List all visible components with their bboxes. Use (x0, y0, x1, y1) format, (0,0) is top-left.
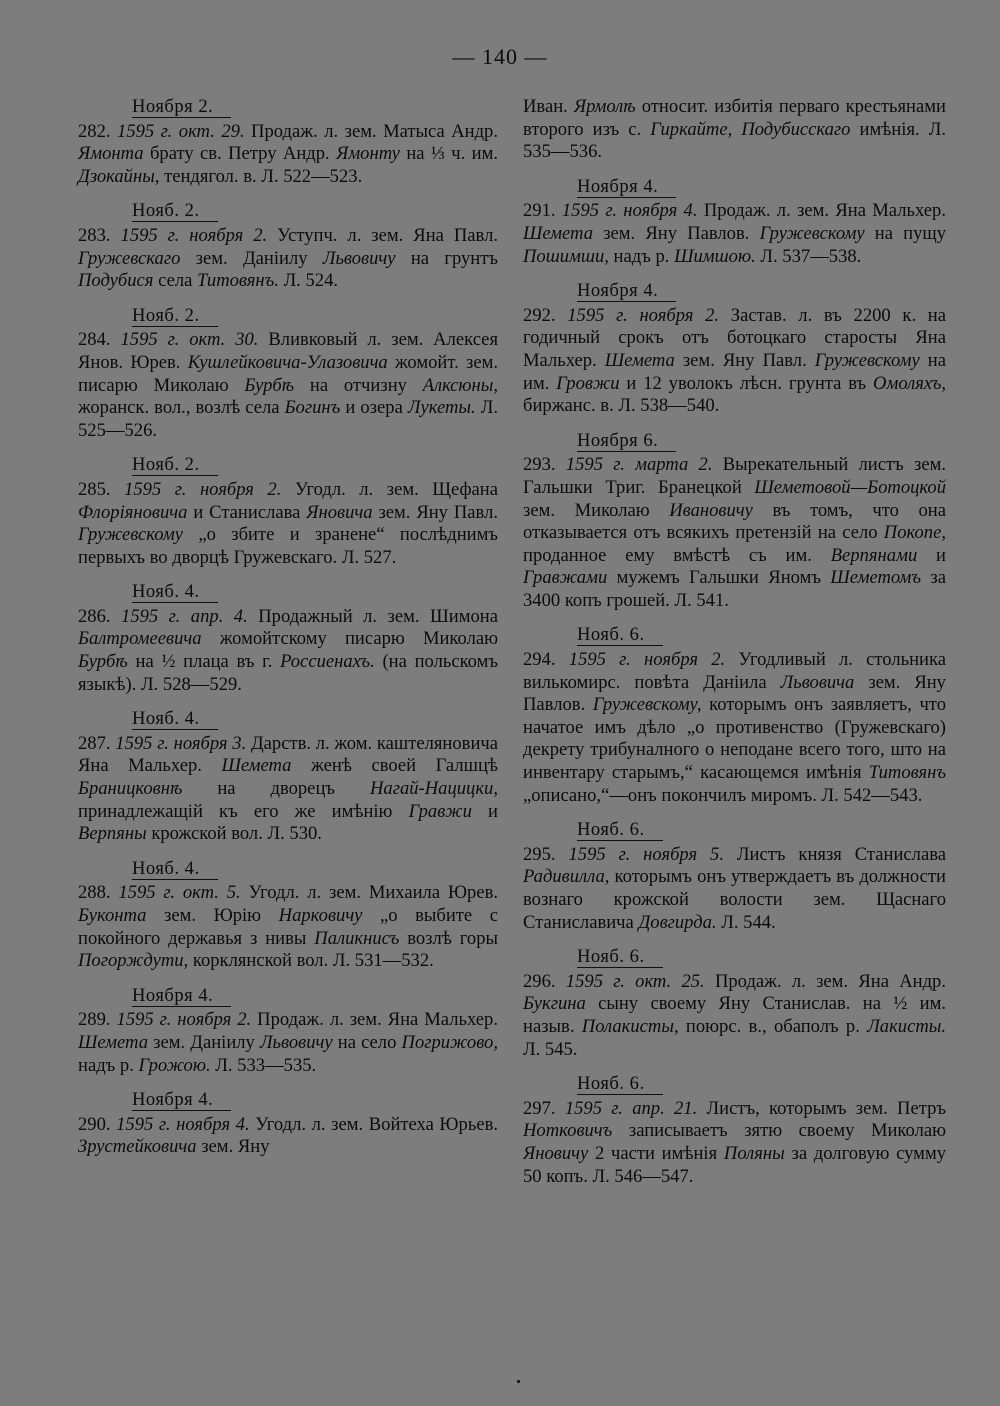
text-run: въ томъ, что она отказывается отъ всякихъ претензій на село (523, 499, 947, 544)
italic-text: Полакисты, (581, 1015, 679, 1037)
text-run: зем. Яну Павлов. (593, 222, 760, 244)
italic-text: Алксюны, (422, 374, 498, 396)
text-run: и озера (340, 397, 408, 419)
entry-date-heading: Нояб. 4. (132, 858, 218, 880)
italic-text: Ивановичу (669, 499, 753, 521)
register-entry (78, 708, 498, 846)
italic-text: Лукеты. (407, 397, 476, 419)
text-run: „о выбите с покойного державья з нивы (78, 905, 498, 949)
text-run: 292. (523, 304, 568, 326)
text-run: на ⅓ ч. им. (399, 143, 499, 165)
text-run: Продажный л. зем. Шимона (247, 605, 499, 627)
italic-text: Подубисскаго (741, 118, 851, 140)
entry-text (523, 200, 946, 268)
text-run: имѣнія. Л. 535—536. (523, 118, 946, 163)
italic-text: 1595 г. окт. 25. (565, 970, 705, 992)
italic-text: 1595 г. ноября 5. (568, 843, 724, 865)
text-run: 294. (523, 649, 569, 671)
text-run: принадлежащій къ его же имѣнію (78, 800, 409, 822)
italic-text: Верпянами (830, 544, 918, 566)
italic-text: Шемета (78, 1031, 149, 1053)
entry-text (523, 649, 946, 807)
text-run: женѣ своей Галшцѣ (291, 755, 498, 777)
italic-text: Кушлейковича-Улазовича (187, 351, 388, 373)
entry-date-heading: Ноября 4. (577, 176, 676, 198)
italic-text: Ямонту (336, 143, 400, 165)
text-run: зем. Даніилу (148, 1031, 260, 1053)
italic-text: Титовянъ. (197, 270, 279, 292)
right-column (523, 96, 946, 1200)
text-run: брату св. Петру Андр. (143, 143, 337, 165)
text-run: „о збите и зранене“ послѣднимъ первыхъ во дворцѣ Гружевскаго. Л. 527. (78, 524, 498, 568)
text-run: корклянской вол. Л. 531—532. (188, 950, 434, 972)
italic-text: Шеметомъ (830, 567, 921, 589)
text-run: 286. (78, 605, 122, 627)
text-run: Листъ, которымъ зем. Петръ (697, 1097, 947, 1119)
text-run: проданное ему вмѣстѣ съ им. (523, 544, 831, 566)
italic-text: Яновичу (523, 1142, 589, 1164)
text-run: на пущу (864, 222, 946, 244)
text-run: Угодливый л. стольника вилькомирс. повѣта Даніила (523, 649, 946, 693)
italic-text: Покопе, (883, 522, 946, 544)
text-run: 282. (78, 120, 118, 142)
text-run: 296. (523, 970, 566, 992)
italic-text: Гровжи (556, 372, 620, 394)
text-run: на дворецъ (182, 778, 370, 800)
text-run: 284. (78, 329, 121, 351)
entry-text (523, 454, 946, 612)
entry-date-heading: Нояб. 6. (577, 946, 663, 968)
entry-date-heading: Нояб. 6. (577, 819, 663, 841)
text-run: „описано,“—онъ покончилъ миромъ. Л. 542—543. (523, 784, 923, 806)
italic-text: Гружевскаго (78, 247, 181, 269)
register-entry (78, 858, 498, 973)
text-run: которымъ онъ утверждаетъ въ должности вознаго крожской волости зем. Щаснаго Станиславича (523, 866, 946, 933)
entry-text (523, 844, 946, 934)
register-entry (523, 946, 946, 1061)
entry-date-heading: Нояб. 2. (132, 305, 218, 327)
italic-text: 1595 г. ноября 3. (115, 732, 247, 754)
italic-text: Львовичу (322, 247, 396, 269)
italic-text: Довгирда. (638, 911, 717, 933)
italic-text: Букгина (523, 993, 586, 1015)
entry-text (523, 971, 946, 1061)
italic-text: Погрижово, (401, 1031, 498, 1053)
italic-text: Пошимши, (523, 245, 609, 267)
italic-text: Омоляхъ, (873, 372, 947, 394)
entry-text (78, 121, 498, 189)
entry-date-heading: Нояб. 4. (132, 708, 218, 730)
text-run: (на польскомъ языкѣ). Л. 528—529. (78, 651, 498, 695)
text-run: на село (332, 1031, 402, 1053)
italic-text: 1595 г. окт. 29. (117, 120, 245, 142)
italic-text: Нарковичу (278, 905, 363, 926)
entry-date-heading: Нояб. 2. (132, 200, 218, 222)
left-column (78, 96, 498, 1171)
italic-text: Поляны (723, 1142, 785, 1164)
text-run: Л. 533—535. (210, 1054, 317, 1076)
entry-date-heading: Нояб. 2. (132, 454, 218, 476)
text-run: 283. (78, 224, 121, 246)
text-run: и 12 уволокъ лѣсн. грунта въ (619, 372, 874, 394)
italic-text: Яновича (306, 501, 373, 523)
text-run: Листъ князя Станислава (724, 843, 946, 865)
text-run: Л. 537—538. (755, 245, 862, 267)
italic-text: Подубися (78, 270, 154, 292)
italic-text: Титовянъ (868, 762, 946, 784)
entry-date-heading: Нояб. 6. (577, 1073, 663, 1095)
text-run: на грунтъ (395, 247, 498, 269)
register-entry (78, 581, 498, 696)
text-run: 297. (523, 1097, 565, 1119)
text-run: 2 части имѣнія (588, 1142, 724, 1164)
text-run: на отчизну (294, 374, 423, 396)
text-run: жомойтскому писарю Миколаю (201, 628, 498, 650)
italic-text: Россиенахъ. (280, 651, 375, 673)
text-run: и (471, 800, 498, 822)
entry-date-heading: Нояб. 4. (132, 581, 218, 603)
text-run: зем. Яну Павл. (674, 349, 815, 371)
entry-date-heading: Ноября 4. (132, 985, 231, 1007)
text-run: 290. (78, 1113, 117, 1135)
text-run: 285. (78, 478, 125, 500)
italic-text: Бурбѣ (78, 651, 128, 673)
entry-date-heading: Нояб. 6. (577, 624, 663, 646)
text-run: Вливковый л. зем. Алексея Янов. Юрев. (78, 329, 498, 373)
text-run: Продаж. л. зем. Яна Андр. (704, 970, 946, 992)
entry-text (523, 1098, 946, 1188)
text-run: зем. Юрію (146, 905, 279, 926)
margin-mark (517, 1380, 520, 1383)
text-run: 288. (78, 882, 119, 904)
text-run: Угодл. л. зем. Войтеха Юрьев. (249, 1113, 498, 1135)
italic-text: 1595 г. апр. 4. (121, 605, 248, 627)
text-run: зем. Яну Павл. (372, 501, 498, 523)
text-run: записываетъ зятю своему Миколаю (612, 1120, 946, 1142)
text-run: биржанс. в. Л. 538—540. (523, 395, 720, 417)
italic-text: Радивилла, (523, 866, 610, 888)
entry-text (78, 225, 498, 293)
text-run: Дарств. л. жом. каштеляновича Яна Мальхер. (78, 732, 499, 777)
entry-date-heading: Ноября 4. (577, 280, 676, 302)
italic-text: Богинъ (284, 397, 341, 419)
text-run: за 3400 копъ грошей. Л. 541. (523, 567, 946, 611)
entry-text (78, 479, 498, 569)
italic-text: 1595 г. ноября 4. (561, 200, 698, 222)
text-run: Л. 545. (523, 1038, 578, 1060)
italic-text: 1595 г. ноября 2. (567, 304, 720, 326)
italic-text: Гравжи (408, 800, 472, 822)
text-run: Продаж. л. зем. Яна Мальхер. (697, 200, 946, 222)
text-run: за долговую сумму 50 копъ. Л. 546—547. (523, 1142, 947, 1187)
italic-text: Флоріяновича (78, 501, 188, 523)
italic-text: Гружевскому (759, 222, 865, 244)
italic-text: Шемета (221, 755, 292, 777)
page-number: — 140 — (452, 44, 548, 69)
text-run: Иван. (523, 96, 574, 117)
italic-text: Верпяны (78, 823, 147, 845)
italic-text: Дзокайны, (78, 165, 160, 187)
text-run: жомойт. зем. писарю Миколаю (78, 351, 498, 396)
text-run: зем. Яну Павлов. (523, 671, 946, 716)
text-run: Угодл. л. зем. Михаила Юрев. (240, 882, 499, 904)
italic-text: Ярмолѣ (573, 96, 636, 117)
italic-text: Гравжами (523, 567, 608, 589)
text-run: села (153, 270, 197, 292)
register-entry (78, 305, 498, 443)
text-run: Л. 524. (278, 270, 339, 292)
register-entry (78, 1089, 498, 1159)
italic-text: 1595 г. марта 2. (565, 454, 713, 476)
entry-text (523, 305, 946, 418)
register-entry (78, 454, 498, 569)
italic-text: Нотковичъ (523, 1120, 613, 1142)
text-run: которымъ онъ заявляетъ, что начатое имъ дѣло „о противенство (Гружевскаго) декрету трибуналного о неподане всего того, што на инвентару старымъ,“ касающемся имѣнія (523, 694, 946, 784)
register-entry (78, 985, 498, 1077)
italic-text: 1595 г. ноября 2. (116, 1009, 252, 1031)
italic-text: 1595 г. окт. 5. (118, 882, 241, 904)
register-entry (78, 96, 498, 188)
italic-text: 1595 г. ноября 4. (116, 1113, 250, 1135)
italic-text: Гружевскому (78, 524, 183, 546)
text-run: Вырекательный листъ зем. Гальшки Триг. Бранецкой (523, 454, 947, 498)
text-run: крожской вол. Л. 530. (146, 823, 322, 845)
register-entry (523, 176, 946, 268)
text-run: 287. (78, 732, 116, 754)
italic-text: Бурбѣ (244, 374, 295, 396)
entry-text (78, 329, 498, 442)
text-run: Продаж. л. зем. Яна Мальхер. (251, 1009, 499, 1031)
text-run: 289. (78, 1009, 117, 1031)
text-run (732, 119, 741, 140)
text-run: надъ р. (608, 245, 675, 267)
text-run: и Станислава (187, 501, 307, 523)
entry-text (78, 606, 498, 696)
text-run: Уступч. л. зем. Яна Павл. (267, 224, 499, 246)
italic-text: Львовича (780, 671, 855, 693)
text-run: Л. 544. (716, 911, 776, 933)
italic-text: Шимшою. (674, 245, 756, 267)
italic-text: Погорждути, (78, 950, 189, 972)
italic-text: 1595 г. окт. 30. (120, 329, 259, 351)
italic-text: Гружевскому, (592, 694, 702, 716)
entry-text (78, 1114, 498, 1159)
italic-text: Шеметовой—Ботоцкой (754, 476, 946, 498)
text-run: Угодл. л. зем. Щефана (281, 478, 498, 500)
text-run: Застав. л. въ 2200 к. на годичный срокъ отъ ботоцкаго старосты Яна Мальхер. (523, 304, 946, 371)
continued-entry-text (523, 96, 946, 164)
italic-text: 1595 г. ноября 2. (568, 649, 726, 671)
text-run: Л. 525—526. (78, 397, 498, 441)
register-entry (523, 430, 946, 613)
text-run: поюрс. в., обаполъ р. (678, 1015, 868, 1037)
text-run: возлѣ горы (399, 927, 499, 949)
italic-text: Шемета (604, 349, 675, 371)
text-run: жоранск. вол., возлѣ села (78, 397, 285, 419)
text-run: зем. Миколаю (523, 499, 670, 521)
italic-text: Нагай-Нацицки, (369, 778, 498, 800)
italic-text: Балтромеевича (78, 628, 202, 650)
entry-date-heading: Ноября 6. (577, 430, 676, 452)
text-run: 295. (523, 843, 569, 865)
text-run: на ½ плаца въ г. (127, 651, 281, 673)
italic-text: 1595 г. ноября 2. (120, 224, 268, 246)
text-run: 293. (523, 454, 566, 476)
text-run: зем. Даніилу (180, 247, 323, 269)
italic-text: Грожою. (138, 1054, 211, 1076)
italic-text: Буконта (78, 905, 147, 926)
register-entry (523, 280, 946, 418)
entry-date-heading: Ноября 2. (132, 96, 231, 118)
italic-text: Лакисты. (867, 1015, 946, 1037)
text-run: надъ р. (78, 1054, 139, 1076)
text-run: на им. (523, 349, 946, 394)
text-run: зем. Яну (196, 1136, 270, 1158)
italic-text: Паликнисъ (314, 927, 400, 949)
italic-text: Гиркайте, (650, 118, 733, 140)
text-run: Продаж. л. зем. Матыса Андр. (244, 120, 498, 142)
text-run: сыну своему Яну Станислав. на ½ им. назыв. (523, 993, 946, 1037)
text-run: и (917, 544, 946, 566)
italic-text: Шемета (523, 222, 594, 244)
italic-text: Львовичу (259, 1031, 333, 1053)
italic-text: 1595 г. апр. 21. (564, 1097, 698, 1119)
entry-date-heading: Ноября 4. (132, 1089, 231, 1111)
register-entry (78, 200, 498, 292)
register-entry (523, 819, 946, 934)
text-run: мужемъ Гальшки Яномъ (607, 567, 831, 589)
italic-text: Зрустейковича (78, 1136, 197, 1158)
italic-text: Ямонта (78, 143, 144, 165)
text-run: относит. избитія перваго крестьянами второго изъ с. (523, 96, 946, 140)
entry-text (78, 1009, 498, 1077)
entry-text (78, 882, 498, 972)
italic-text: 1595 г. ноября 2. (124, 478, 282, 500)
italic-text: Браницковнѣ (78, 778, 183, 800)
text-run: 291. (523, 200, 562, 222)
entry-text (78, 733, 498, 846)
register-entry (523, 1073, 946, 1188)
register-entry (523, 624, 946, 807)
text-run: тендягол. в. Л. 522—523. (159, 165, 363, 187)
italic-text: Гружевскому (814, 349, 920, 371)
